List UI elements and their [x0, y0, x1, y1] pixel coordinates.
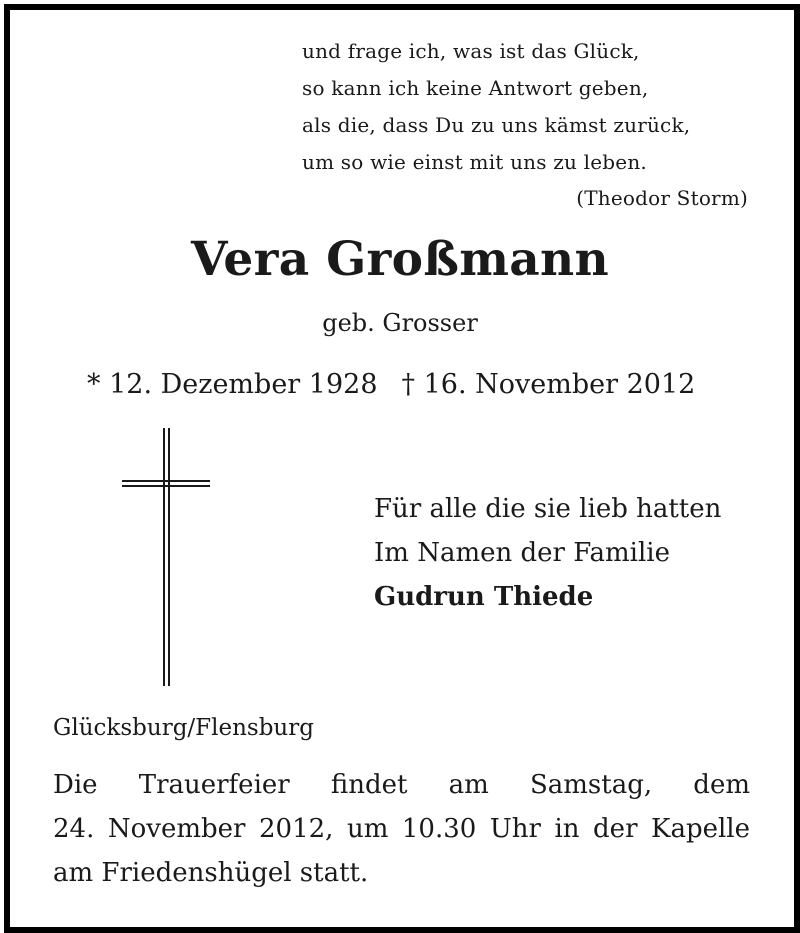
life-dates [87, 365, 727, 405]
funeral-notice [53, 763, 750, 895]
poem-author: (Theodor Storm) [576, 186, 748, 210]
poem-line: und frage ich, was ist das Glück, [302, 39, 640, 63]
notice-line: 24. November 2012, um 10.30 Uhr in der Kapelle [53, 814, 750, 844]
death-date: † 16. November 2012 [401, 369, 696, 400]
cross-icon [120, 428, 212, 686]
poem [302, 33, 750, 215]
poem-line: als die, dass Du zu uns kämst zurück, [302, 113, 691, 137]
mourners-line: Im Namen der Familie [374, 538, 670, 568]
birth-date: * 12. Dezember 1928 [87, 369, 378, 400]
deceased-name: Vera Großmann [190, 232, 610, 287]
notice-line: Die Trauerfeier findet am Samstag, dem [53, 770, 750, 800]
place-name: Glücksburg/Flensburg [53, 715, 314, 741]
poem-line: um so wie einst mit uns zu leben. [302, 150, 647, 174]
poem-line: so kann ich keine Antwort geben, [302, 76, 649, 100]
maiden-name: geb. Grosser [322, 309, 478, 337]
mourners-line: Für alle die sie lieb hatten [374, 494, 722, 524]
signer-name: Gudrun Thiede [374, 582, 594, 612]
notice-line: am Friedenshügel statt. [53, 858, 369, 888]
mourners-block [374, 487, 774, 619]
